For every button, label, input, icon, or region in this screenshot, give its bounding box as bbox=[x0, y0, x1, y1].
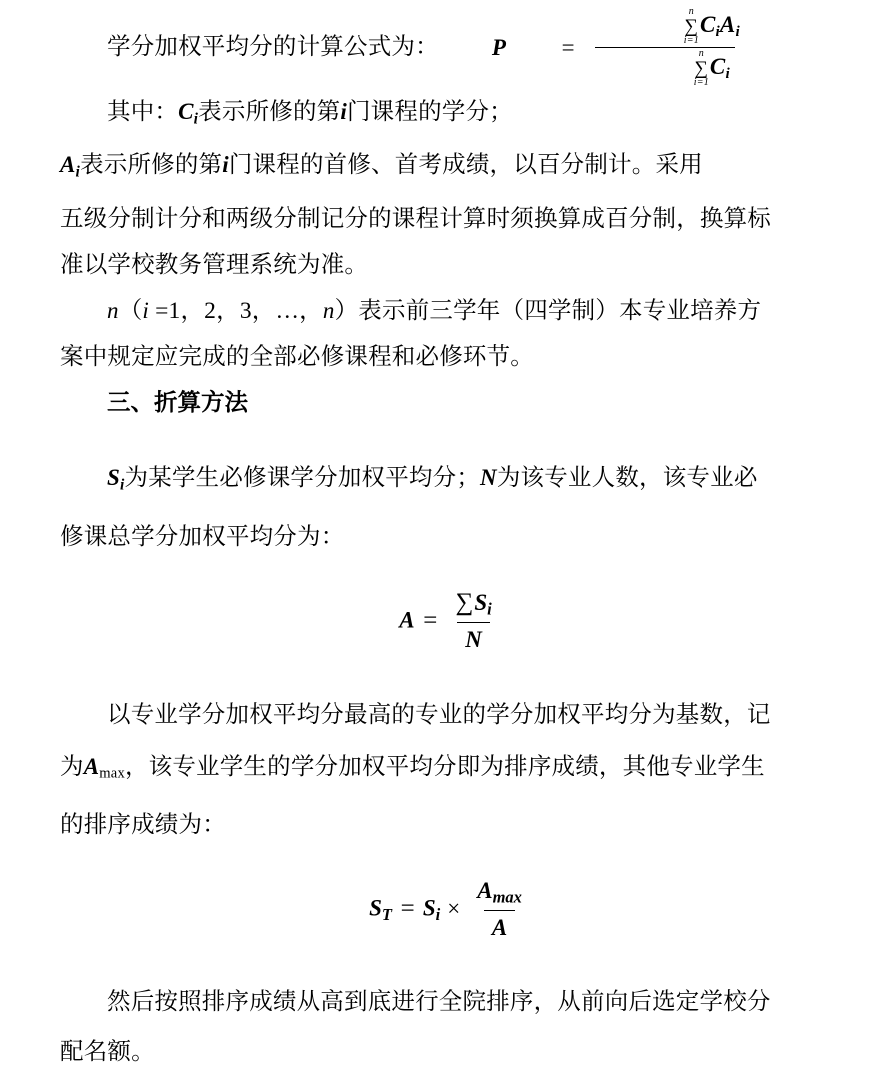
symbol-C-den-subscript: i bbox=[725, 65, 730, 83]
paragraph-si-definition bbox=[60, 452, 841, 511]
fraction-amax-over-a bbox=[469, 877, 530, 943]
paragraph-amax-line3: 的排序成绩为： bbox=[60, 812, 226, 839]
paragraph-n-definition bbox=[60, 288, 841, 334]
sum-lower-limit-2: i=1 bbox=[693, 77, 709, 88]
spacer-after-eq-A bbox=[60, 655, 841, 689]
symbol-A-max: A bbox=[83, 753, 100, 779]
symbol-i-inline: i bbox=[340, 99, 347, 124]
ai-definition-mid: 表示所修的第 bbox=[80, 152, 223, 179]
symbol-P: P bbox=[491, 34, 507, 60]
fraction-A bbox=[448, 589, 500, 655]
paragraph-formula-intro bbox=[60, 8, 841, 89]
symbol-S-inline: S bbox=[107, 464, 120, 490]
fraction-weighted-average bbox=[585, 7, 745, 88]
ci-definition-suffix: 门课程的学分； bbox=[346, 99, 513, 125]
paragraph-amax-line2 bbox=[60, 741, 841, 800]
symbol-A: A bbox=[719, 11, 736, 37]
symbol-S-display-subscript: i bbox=[487, 599, 492, 619]
symbol-equals: = bbox=[560, 34, 576, 60]
paragraph-amax-line1: 以专业学分加权平均分最高的专业的学分加权平均分为基数，记 bbox=[107, 701, 771, 728]
symbol-S-T-subscript: T bbox=[381, 905, 392, 925]
spacer-before-eq-A bbox=[60, 563, 841, 589]
n-definition-mid: =1，2，3，…， bbox=[149, 297, 323, 324]
si-definition-mid: 为某学生必修课学分加权平均分； bbox=[124, 464, 481, 491]
symbol-A-max-eq-subscript: max bbox=[492, 887, 522, 907]
symbol-S-i-st: S bbox=[422, 895, 436, 921]
symbol-C-den: C bbox=[709, 53, 726, 79]
paragraph-n-line2: 案中规定应完成的全部必修课程和必修环节。 bbox=[60, 343, 534, 370]
symbol-A-inline-subscript: i bbox=[75, 163, 81, 181]
symbol-i-inline-3: i bbox=[142, 297, 149, 323]
paragraph-ci-definition bbox=[60, 89, 841, 142]
symbol-N-inline: N bbox=[480, 464, 497, 490]
si-definition-suffix: 为该专业人数，该专业必 bbox=[496, 464, 758, 491]
symbol-S-i-st-subscript: i bbox=[435, 905, 441, 925]
sum-upper-limit-2: n bbox=[698, 48, 704, 59]
fraction-A-numerator bbox=[448, 589, 500, 622]
symbol-S-inline-subscript: i bbox=[120, 475, 125, 493]
symbol-N-display: N bbox=[465, 626, 482, 652]
section-heading-conversion-method: 三、折算方法 bbox=[107, 389, 248, 416]
ai-definition-suffix: 门课程的首修、首考成绩，以百分制计。采用 bbox=[228, 152, 703, 179]
symbol-S-display: S bbox=[474, 589, 488, 615]
paragraph-ai-line3: 准以学校教务管理系统为准。 bbox=[60, 251, 369, 278]
fraction-A-denominator bbox=[457, 622, 490, 655]
equation-major-average bbox=[60, 589, 841, 655]
symbol-times: × bbox=[447, 895, 461, 921]
symbol-A-subscript: i bbox=[735, 23, 740, 41]
equation-ranking-score bbox=[60, 877, 841, 943]
fraction-numerator bbox=[585, 7, 745, 47]
symbol-A-inline: A bbox=[60, 152, 76, 178]
symbol-n-inline: n bbox=[107, 297, 119, 323]
symbol-C-inline-subscript: i bbox=[193, 110, 199, 128]
sum-upper-limit: n bbox=[688, 6, 694, 17]
summation-numerator bbox=[637, 7, 699, 46]
n-definition-tail: ）表示前三学年（四学制）本专业培养方 bbox=[334, 297, 762, 324]
fraction-denominator bbox=[595, 47, 735, 88]
spacer-after-eq-ST bbox=[60, 943, 841, 977]
amax-prefix: 为 bbox=[60, 753, 84, 780]
spacer-before-eq-ST bbox=[60, 851, 841, 877]
symbol-n-inline-2: n bbox=[322, 297, 335, 323]
amax-suffix: ，该专业学生的学分加权平均分即为排序成绩，其他专业学生 bbox=[124, 753, 765, 780]
symbol-A-display: A bbox=[399, 607, 415, 633]
sigma-glyph-2: ∑ bbox=[694, 58, 709, 79]
sigma-glyph-display: ∑ bbox=[455, 588, 474, 616]
symbol-i-inline-2: i bbox=[222, 152, 229, 178]
ci-definition-prefix: 其中： bbox=[107, 99, 179, 125]
symbol-equals-st: = bbox=[398, 894, 416, 922]
symbol-equals-display: = bbox=[421, 606, 439, 634]
weighted-average-formula bbox=[445, 7, 747, 88]
paragraph-ai-definition bbox=[60, 142, 841, 195]
paragraph-ai-line2: 五级分制计分和两级分制记分的课程计算时须换算成百分制，换算标 bbox=[60, 205, 771, 232]
symbol-S-T: S bbox=[369, 895, 382, 921]
ci-definition-mid: 表示所修的第 bbox=[198, 99, 341, 125]
formula-intro-text: 学分加权平均分的计算公式为： bbox=[107, 33, 439, 60]
symbol-C-inline: C bbox=[178, 99, 194, 124]
symbol-C: C bbox=[699, 11, 716, 37]
symbol-A-max-eq: A bbox=[477, 878, 493, 904]
sum-lower-limit: i=1 bbox=[683, 35, 699, 46]
fraction-st-denominator bbox=[484, 910, 515, 943]
spacer-after-heading bbox=[60, 426, 841, 452]
n-definition-open: （ bbox=[118, 297, 143, 324]
paragraph-final-line2: 配名额。 bbox=[60, 1038, 155, 1065]
symbol-A-max-subscript: max bbox=[99, 765, 125, 782]
symbol-C-subscript: i bbox=[715, 23, 720, 41]
paragraph-final-line1: 然后按照排序成绩从高到底进行全院排序，从前向后选定学校分 bbox=[107, 988, 771, 1015]
summation-denominator bbox=[647, 49, 709, 88]
fraction-st-numerator bbox=[469, 877, 530, 910]
sigma-glyph: ∑ bbox=[684, 16, 699, 37]
paragraph-si-line2: 修课总学分加权平均分为： bbox=[60, 523, 345, 550]
symbol-A-eq: A bbox=[491, 914, 508, 940]
